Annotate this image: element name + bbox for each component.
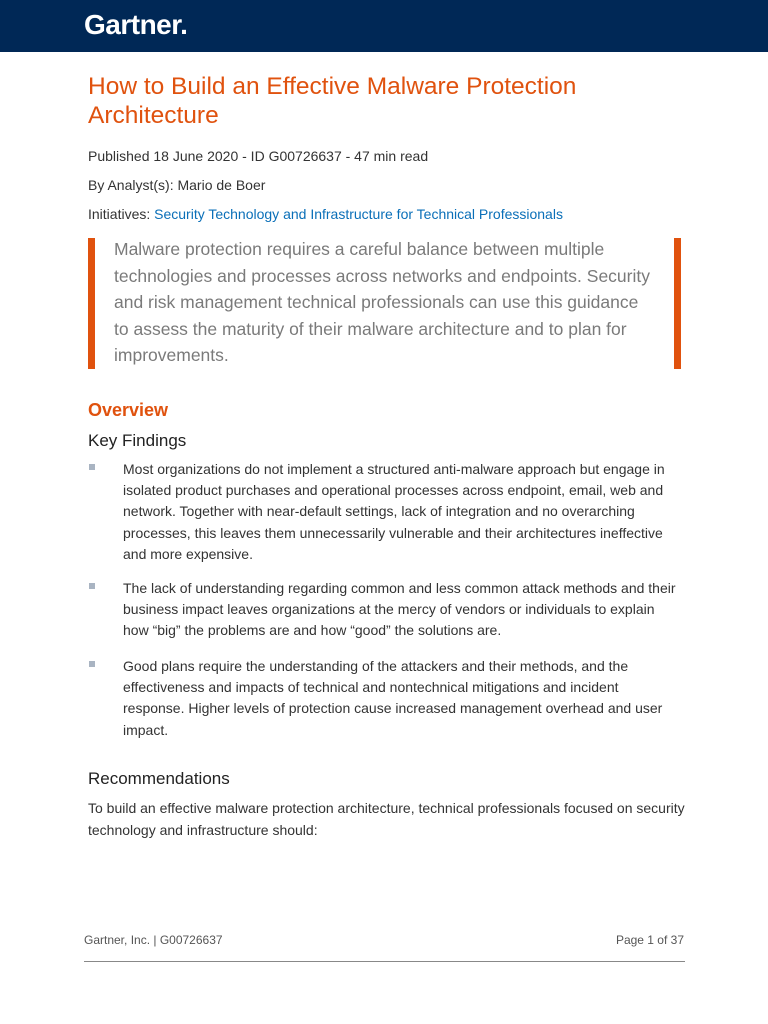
finding-text: Most organizations do not implement a structured anti-malware approach but engage in isolated product purchases and operational processes across endpoint, email, web and network. Together with near-default settings, lack of integration and no overarching processes, this leaves them unnecessarily vulnerable and their architectures ineffective and more expensive. <box>123 461 665 562</box>
key-findings-heading: Key Findings <box>88 431 187 450</box>
logo-text: Gartner <box>84 9 181 40</box>
page-number: Page 1 of 37 <box>615 933 684 947</box>
gartner-logo[interactable] <box>84 8 187 42</box>
recommendations-intro: To build an effective malware protection architecture, technical professionals focused on security technology and infrastructure should: <box>88 800 685 838</box>
initiatives-label: Initiatives: <box>88 206 155 222</box>
bullet-icon <box>89 464 95 470</box>
summary-callout <box>88 238 681 369</box>
initiatives-link[interactable]: Security Technology and Infrastructure for Technical Professionals <box>154 206 563 222</box>
initiatives-line <box>88 205 563 223</box>
header-bar <box>0 0 768 52</box>
summary-accent-bar-right <box>674 238 681 369</box>
analyst-line: By Analyst(s): Mario de Boer <box>88 177 266 193</box>
bullet-icon <box>89 583 95 589</box>
published-line: Published 18 June 2020 - ID G00726637 - 47 min read <box>88 148 429 164</box>
finding-text: The lack of understanding regarding common and less common attack methods and their business impact leaves organizations at the mercy of vendors or individuals to explain how “big” the problems are and how “good” the solutions are. <box>123 580 676 639</box>
summary-accent-bar-left <box>88 238 95 369</box>
document-title: How to Build an Effective Malware Protection Architecture <box>88 73 577 129</box>
summary-text: Malware protection requires a careful balance between multiple technologies and processes across networks and endpoints. Security and risk management technical professionals can use this guidance to assess the maturity of their malware architecture and to plan for improvements. <box>114 239 650 366</box>
footer-divider <box>84 961 685 962</box>
bullet-icon <box>89 661 95 667</box>
finding-text: Good plans require the understanding of the attackers and their methods, and the effectiveness and impacts of technical and nontechnical mitigations and incident response. Higher levels of protection cause increased management overhead and user impact. <box>123 658 663 738</box>
recommendations-heading: Recommendations <box>88 769 230 788</box>
footer-publisher: Gartner, Inc. | G00726637 <box>84 933 223 947</box>
logo-mark: . <box>180 9 188 40</box>
overview-heading: Overview <box>88 400 169 420</box>
